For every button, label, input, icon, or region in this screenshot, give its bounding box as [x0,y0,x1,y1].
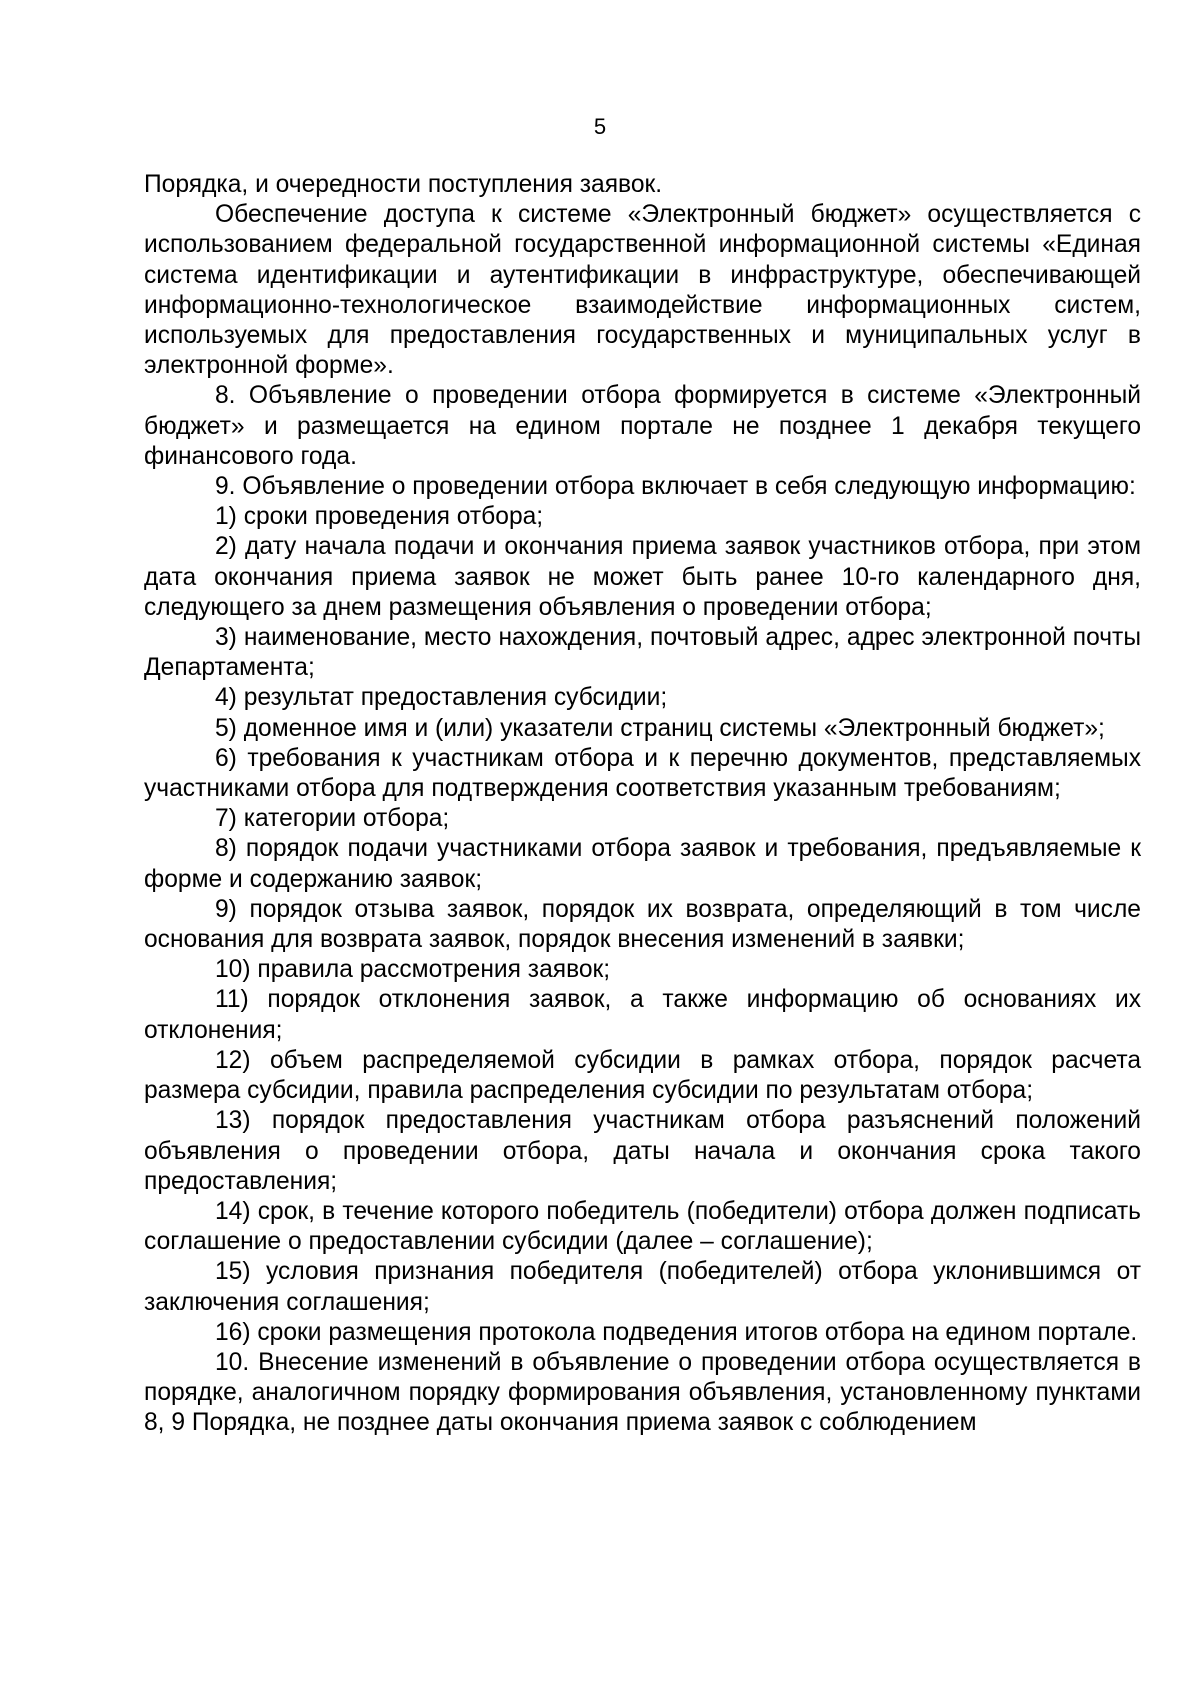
list-item-13: 13) порядок предоставления участникам отбора разъяснений положений объявления о проведении отбора, даты начала и окончания срока такого предоставления; [144,1107,1141,1195]
list-item-1: 1) сроки проведения отбора; [215,503,544,531]
paragraph-continuation: Порядка, и очередности поступления заявок. [144,171,663,198]
list-item-4: 4) результат предоставления субсидии; [215,684,668,712]
list-item-11: 11) порядок отклонения заявок, а также информацию об основаниях их отклонения; [144,986,1141,1044]
list-item-15: 15) условия признания победителя (победителей) отбора уклонившимся от заключения соглашения; [144,1258,1141,1316]
list-item-14: 14) срок, в течение которого победитель (победители) отбора должен подписать соглашение о предоставлении субсидии (далее – соглашение); [144,1197,1141,1256]
paragraph-item-8: 8. Объявление о проведении отбора формируется в системе «Электронный бюджет» и размещается на едином портале не позднее 1 декабря текущего финансового года. [144,382,1141,470]
list-item-7: 7) категории отбора; [215,805,450,833]
paragraph-system-access: Обеспечение доступа к системе «Электронный бюджет» осуществляется с использованием федеральной государственной информационной системы «Единая система идентификации и аутентификации в инфраструктуре, обеспечивающей информационно-технологическое взаимодействие информационных систем, используемых для предоставления государственных и муниципальных услуг в электронной форме». [144,201,1141,380]
list-item-5: 5) доменное имя и (или) указатели страниц системы «Электронный бюджет»; [215,714,1105,742]
list-item-9: 9) порядок отзыва заявок, порядок их возврата, определяющий в том числе основания для возврата заявок, порядок внесения изменений в заявки; [144,895,1141,954]
list-item-2: 2) дату начала подачи и окончания приема заявок участников отбора, при этом дата окончания приема заявок не может быть ранее 10-го календарного дня, следующего за днем размещения объявления о проведении отбора; [144,533,1141,621]
page-number: 5 [593,114,607,139]
list-item-10: 10) правила рассмотрения заявок; [215,956,611,984]
list-item-12: 12) объем распределяемой субсидии в рамках отбора, порядок расчета размера субсидии, правила распределения субсидии по результатам отбора; [144,1046,1141,1105]
document-body [144,170,1141,1439]
list-item-6: 6) требования к участникам отбора и к перечню документов, представляемых участниками отбора для подтверждения соответствия указанным требованиям; [144,744,1141,803]
list-item-8: 8) порядок подачи участниками отбора заявок и требования, предъявляемые к форме и содержанию заявок; [144,835,1141,893]
list-item-3: 3) наименование, место нахождения, почтовый адрес, адрес электронной почты Департамента; [144,624,1141,682]
paragraph-item-9: 9. Объявление о проведении отбора включает в себя следующую информацию: [215,473,1136,501]
list-item-16: 16) сроки размещения протокола подведения итогов отбора на едином портале. [215,1318,1138,1346]
paragraph-item-10: 10. Внесение изменений в объявление о проведении отбора осуществляется в порядке, аналогичном порядку формирования объявления, установленному пунктами 8, 9 Порядка, не позднее даты окончания приема заявок с соблюдением [144,1348,1141,1437]
